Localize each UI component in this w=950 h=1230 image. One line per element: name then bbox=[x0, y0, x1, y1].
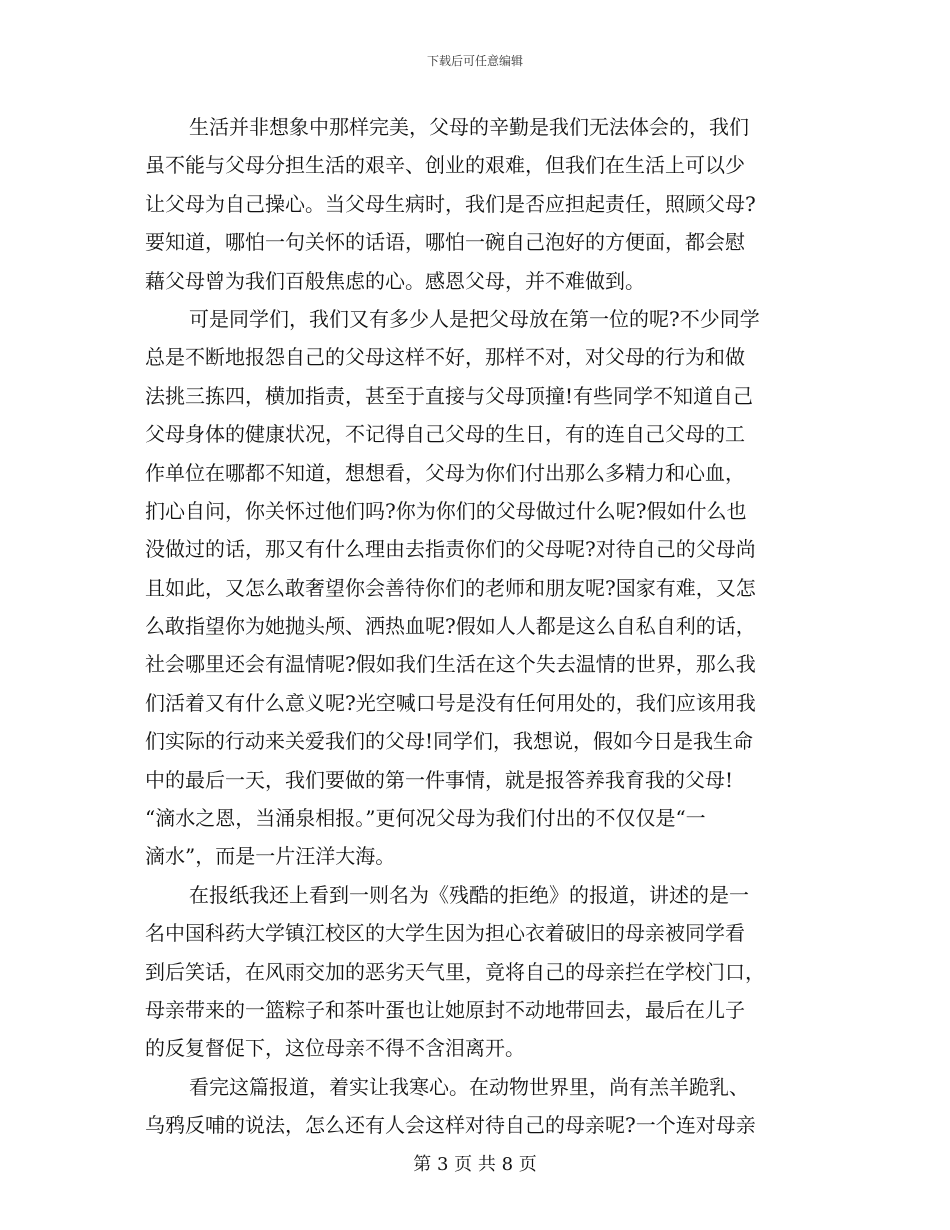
text-line: 们活着又有什么意义呢?光空喊口号是没有任何用处的，我们应该用我 bbox=[145, 690, 756, 715]
text-line: 么敢指望你为她抛头颅、洒热血呢?假如人人都是这么自私自利的话， bbox=[145, 614, 756, 639]
text-line: 滴水”，而是一片汪洋大海。 bbox=[145, 844, 396, 869]
paragraph-1 bbox=[145, 108, 809, 300]
text-line: 到后笑话，在风雨交加的恶劣天气里，竟将自己的母亲拦在学校门口， bbox=[145, 959, 765, 984]
page-header: 下载后可任意编辑 bbox=[426, 54, 523, 68]
text-line: 法挑三拣四，横加指责，甚至于直接与父母顶撞!有些同学不知道自己 bbox=[145, 383, 754, 408]
text-line: 扪心自问，你关怀过他们吗?你为你们的父母做过什么呢?假如什么也 bbox=[145, 498, 747, 523]
text-line: 总是不断地报怨自己的父母这样不好，那样不对，对父母的行为和做 bbox=[145, 345, 745, 370]
text-line: 父母身体的健康状况，不记得自己父母的生日，有的连自己父母的工 bbox=[145, 422, 745, 447]
text-line: 要知道，哪怕一句关怀的话语，哪怕一碗自己泡好的方便面，都会慰 bbox=[145, 230, 745, 255]
text-line: 可是同学们，我们又有多少人是把父母放在第一位的呢?不少同学 bbox=[189, 306, 760, 331]
text-line: 虽不能与父母分担生活的艰辛、创业的艰难，但我们在生活上可以少 bbox=[145, 153, 745, 178]
text-line: 且如此，又怎么敢奢望你会善待你们的老师和朋友呢?国家有难，又怎 bbox=[145, 575, 756, 600]
text-line: 中的最后一天，我们要做的第一件事情，就是报答养我育我的父母! bbox=[145, 767, 734, 792]
text-line: 看完这篇报道，着实让我寒心。在动物世界里，尚有羔羊跪乳、 bbox=[189, 1074, 749, 1099]
paragraph-3 bbox=[145, 876, 809, 1068]
text-line: 生活并非想象中那样完美，父母的辛勤是我们无法体会的，我们 bbox=[189, 115, 749, 139]
text-line: 母亲带来的一篮粽子和茶叶蛋也让她原封不动地带回去，最后在儿子 bbox=[145, 997, 745, 1022]
document-body bbox=[145, 108, 809, 1145]
text-line: 们实际的行动来关爱我们的父母!同学们，我想说，假如今日是我生命 bbox=[145, 729, 754, 754]
text-line: 名中国科药大学镇江校区的大学生因为担心衣着破旧的母亲被同学看 bbox=[145, 921, 745, 946]
text-line: 在报纸我还上看到一则名为《残酷的拒绝》的报道，讲述的是一 bbox=[189, 882, 749, 907]
page-number-footer: 第 3 页 共 8 页 bbox=[413, 1154, 537, 1175]
text-line: 乌鸦反哺的说法，怎么还有人会这样对待自己的母亲呢?一个连对母亲 bbox=[145, 1113, 756, 1138]
text-line: 没做过的话，那又有什么理由去指责你们的父母呢?对待自己的父母尚 bbox=[145, 537, 756, 562]
text-line: “滴水之恩，当涌泉相报。”更何况父母为我们付出的不仅仅是“一 bbox=[145, 806, 706, 831]
text-line: 让父母为自己操心。当父母生病时，我们是否应担起责任，照顾父母? bbox=[145, 191, 756, 216]
text-line: 藉父母曾为我们百般焦虑的心。感恩父母，并不难做到。 bbox=[145, 268, 645, 293]
paragraph-2 bbox=[145, 300, 809, 876]
text-line: 作单位在哪都不知道，想想看，父母为你们付出那么多精力和心血， bbox=[145, 460, 745, 485]
paragraph-4 bbox=[145, 1068, 809, 1145]
text-line: 的反复督促下，这位母亲不得不含泪离开。 bbox=[145, 1036, 525, 1061]
text-line: 社会哪里还会有温情呢?假如我们生活在这个失去温情的世界，那么我 bbox=[145, 652, 756, 677]
